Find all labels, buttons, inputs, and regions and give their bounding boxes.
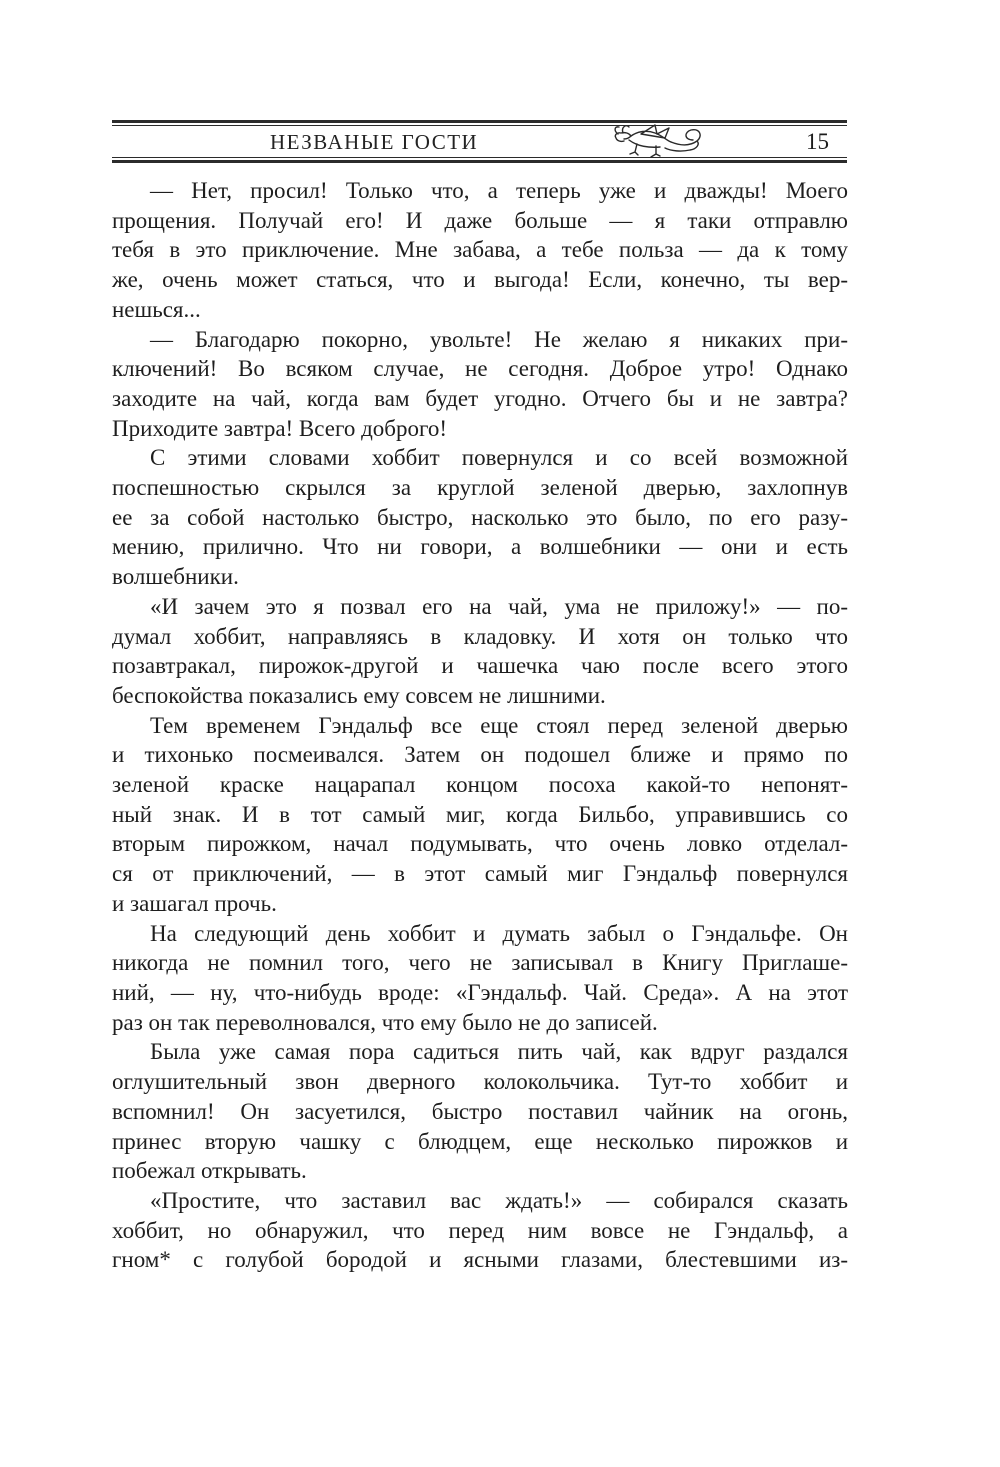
text-line: позавтракал, пирожок-другой и чашечка чаю после всего этого <box>112 653 848 679</box>
text-line: прощения. Получай его! И даже больше — я таки отправлю <box>112 207 848 233</box>
text-line: Тем временем Гэндальф все еще стоял перед зеленой дверью <box>150 712 848 738</box>
text-line: беспокойства показались ему совсем не лишними. <box>112 682 606 708</box>
text-line: нешься... <box>112 296 201 322</box>
paragraph <box>112 919 848 1038</box>
paragraph <box>112 592 848 711</box>
text-line: думал хоббит, направляясь в кладовку. И хотя он только что <box>112 623 848 649</box>
paragraph <box>112 325 848 444</box>
text-line: ный знак. И в тот самый миг, когда Бильбо, управившись со <box>112 801 848 827</box>
paragraph <box>112 443 848 592</box>
text-line: же, очень может статься, что и выгода! Если, конечно, ты вер- <box>112 267 848 293</box>
text-line: На следующий день хоббит и думать забыл о Гэндальфе. Он <box>150 920 848 946</box>
paragraph <box>112 711 848 919</box>
text-line: — Нет, просил! Только что, а теперь уже и дважды! Моего <box>150 178 848 203</box>
body-text <box>112 176 848 1275</box>
text-line: заходите на чай, когда вам будет угодно. Отчего бы и не завтра? <box>112 385 848 411</box>
text-line: ключений! Во всяком случае, не сегодня. Доброе утро! Однако <box>112 356 848 382</box>
text-line: и зашагал прочь. <box>112 890 277 916</box>
text-line: вторым пирожком, начал подумывать, что очень ловко отделал- <box>112 831 848 857</box>
text-line: раз он так переволновался, что ему было не до записей. <box>112 1009 658 1035</box>
running-head: НЕЗВАНЫЕ ГОСТИ <box>270 130 479 154</box>
text-line: вспомнил! Он засуетился, быстро поставил чайник на огонь, <box>112 1098 848 1124</box>
page-header <box>112 120 847 163</box>
text-line: — Благодарю покорно, увольте! Не желаю я никаких при- <box>150 326 848 352</box>
text-line: ся от приключений, — в этот самый миг Гэндальф повернулся <box>112 861 848 887</box>
text-line: принес вторую чашку с блюдцем, еще несколько пирожков и <box>112 1128 848 1154</box>
paragraph <box>112 1186 848 1275</box>
paragraph <box>112 1037 848 1186</box>
text-line: «Простите, что заставил вас ждать!» — собирался сказать <box>150 1187 848 1213</box>
text-line: и тихонько посмеивался. Затем он подошел ближе и прямо по <box>112 742 848 768</box>
text-line: хоббит, но обнаружил, что перед ним вовсе не Гэндальф, а <box>112 1217 848 1243</box>
text-line: волшебники. <box>112 564 239 590</box>
page-number: 15 <box>806 129 829 154</box>
header-rule-bottom <box>112 157 847 163</box>
text-line: «И зачем это я позвал его на чай, ума не приложу!» — по- <box>150 593 848 619</box>
paragraph <box>112 176 848 325</box>
text-line: поспешностью скрылся за круглой зеленой дверью, захлопнув <box>112 475 848 501</box>
text-line: мению, прилично. Что ни говори, а волшебники — они и есть <box>112 534 848 560</box>
text-line: С этими словами хоббит повернулся и со всей возможной <box>150 445 848 471</box>
text-line: зеленой краске нацарапал концом посоха какой-то непонят- <box>112 772 848 798</box>
text-line: Приходите завтра! Всего доброго! <box>112 415 448 441</box>
text-line: тебя в это приключение. Мне забава, а тебе польза — да к тому <box>112 237 848 263</box>
text-line: Была уже самая пора садиться пить чай, как вдруг раздался <box>150 1039 848 1065</box>
dragon-ornament-icon <box>610 123 710 161</box>
header-band <box>112 126 847 157</box>
text-line: гном* с голубой бородой и ясными глазами, блестевшими из- <box>112 1247 848 1273</box>
text-line: ее за собой настолько быстро, насколько это было, по его разу- <box>112 504 848 530</box>
text-line: побежал открывать. <box>112 1158 307 1184</box>
text-line: ний, — ну, что-нибудь вроде: «Гэндальф. Чай. Среда». А на этот <box>112 979 848 1005</box>
text-line: никогда не помнил того, чего не записывал в Книгу Приглаше- <box>112 950 848 976</box>
text-line: оглушительный звон дверного колокольчика. Тут-то хоббит и <box>112 1069 848 1095</box>
